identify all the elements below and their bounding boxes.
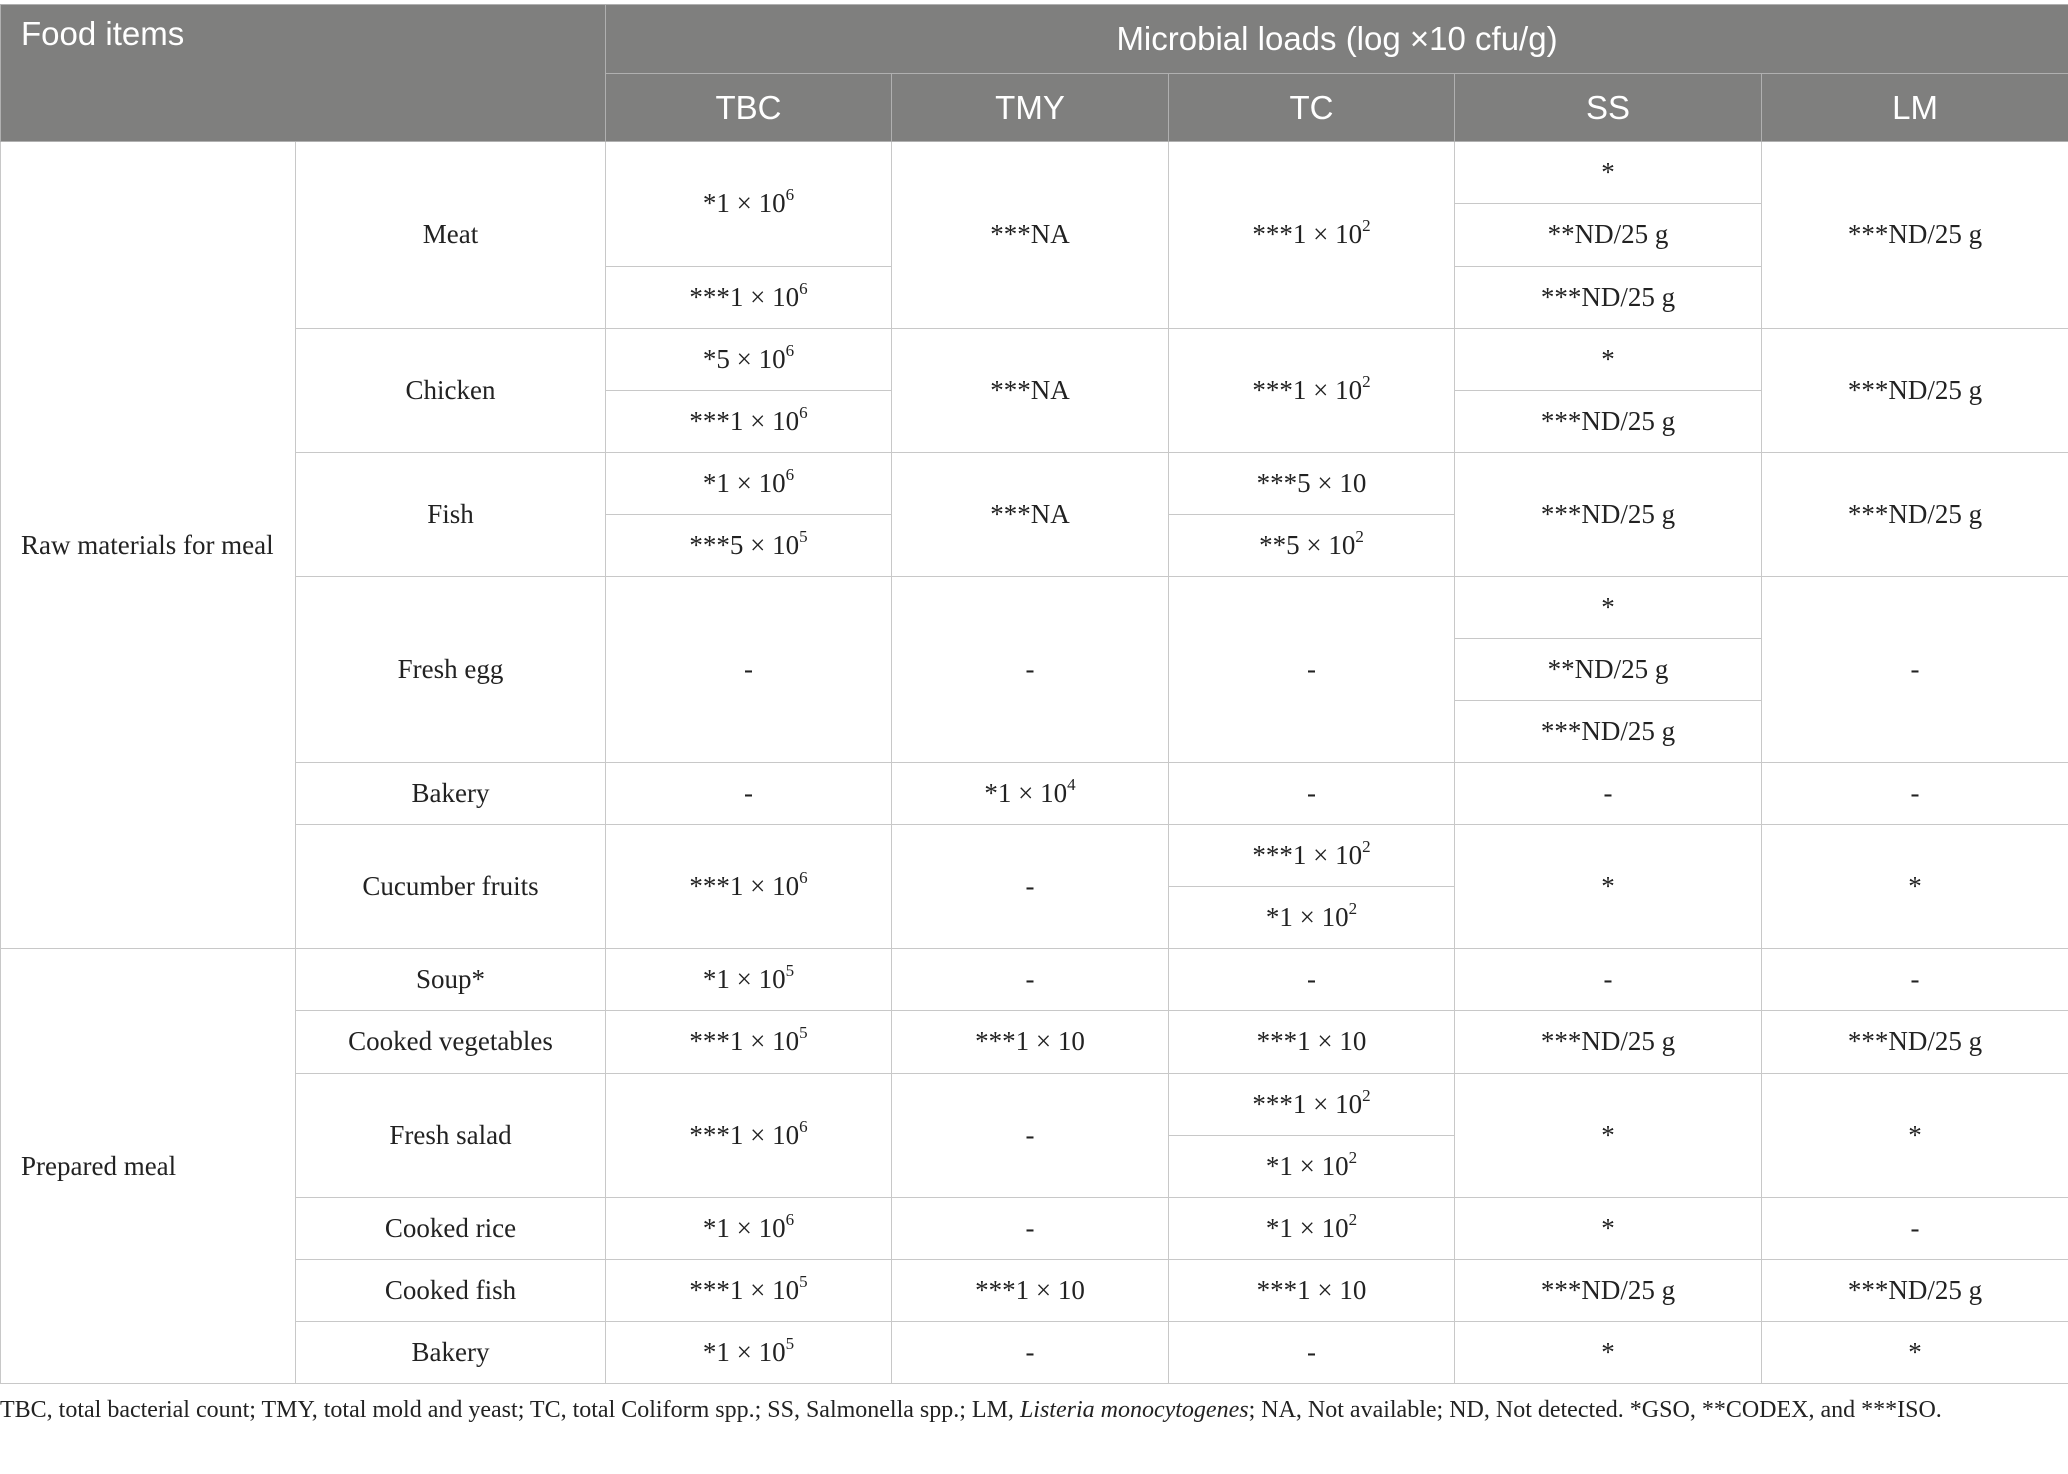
cell-soup-tmy: - <box>892 949 1169 1011</box>
cell-cucumber-lm: * <box>1762 825 2068 949</box>
group-prepared-meal: Prepared meal <box>1 949 296 1384</box>
cell-bakery-prep-ss: * <box>1455 1321 1762 1383</box>
row-label-fresh-egg: Fresh egg <box>296 576 606 762</box>
cell-bakery-prep-tc: - <box>1169 1321 1455 1383</box>
cell-chicken-tc: $***1 \times 10^2$ <box>1169 328 1455 452</box>
table-row <box>1 1073 2068 1135</box>
row-label-fresh-salad: Fresh salad <box>296 1073 606 1197</box>
footnote-text-2: ; NA, Not available; ND, Not detected. *GSO, **CODEX, and ***ISO. <box>1248 1397 1942 1423</box>
cell-meat-tbc-1: $*1 \times 10^6$ <box>606 142 892 266</box>
row-label-chicken: Chicken <box>296 328 606 452</box>
cell-fish-ss: ***ND/25 g <box>1455 452 1762 576</box>
header-microbial-loads: Microbial loads (log ×10 cfu/g) <box>606 5 2068 74</box>
row-label-cooked-fish: Cooked fish <box>296 1259 606 1321</box>
cell-meat-ss-3: ***ND/25 g <box>1455 266 1762 328</box>
cell-bakery-prep-lm: * <box>1762 1321 2068 1383</box>
table-row <box>1 328 2068 390</box>
header-tc: TC <box>1169 73 1455 142</box>
cell-cucumber-tbc: $***1 \times 10^6$ <box>606 825 892 949</box>
cell-bakery-raw-ss: - <box>1455 763 1762 825</box>
row-label-soup: Soup* <box>296 949 606 1011</box>
table-row <box>1 825 2068 887</box>
cell-salad-tc-2: $*1 \times 10^2$ <box>1169 1135 1455 1197</box>
cell-cooked-veg-tbc: $***1 \times 10^5$ <box>606 1011 892 1073</box>
cell-salad-tmy: - <box>892 1073 1169 1197</box>
cell-chicken-ss-2: ***ND/25 g <box>1455 390 1762 452</box>
cell-egg-tc: - <box>1169 576 1455 762</box>
table-row <box>1 763 2068 825</box>
cell-cooked-fish-ss: ***ND/25 g <box>1455 1259 1762 1321</box>
cell-fish-tbc-1: $*1 \times 10^6$ <box>606 452 892 514</box>
cell-soup-ss: - <box>1455 949 1762 1011</box>
row-label-cooked-vegetables: Cooked vegetables <box>296 1011 606 1073</box>
cell-rice-tmy: - <box>892 1197 1169 1259</box>
cell-bakery-prep-tbc: $*1 \times 10^5$ <box>606 1321 892 1383</box>
header-tbc: TBC <box>606 73 892 142</box>
header-food-items: Food items <box>1 5 606 142</box>
cell-cooked-fish-tmy: ***1 × 10 <box>892 1259 1169 1321</box>
cell-cucumber-tc-2: $*1 \times 10^2$ <box>1169 887 1455 949</box>
cell-meat-tbc-2: $***1 \times 10^6$ <box>606 266 892 328</box>
table-row <box>1 1259 2068 1321</box>
table-row <box>1 1321 2068 1383</box>
cell-cooked-veg-tc: ***1 × 10 <box>1169 1011 1455 1073</box>
cell-cooked-fish-tbc: $***1 \times 10^5$ <box>606 1259 892 1321</box>
table-row <box>1 1197 2068 1259</box>
cell-cooked-veg-lm: ***ND/25 g <box>1762 1011 2068 1073</box>
cell-chicken-tbc-2: $***1 \times 10^6$ <box>606 390 892 452</box>
cell-fish-tmy: ***NA <box>892 452 1169 576</box>
cell-bakery-raw-tc: - <box>1169 763 1455 825</box>
row-label-bakery-prepared: Bakery <box>296 1321 606 1383</box>
header-tmy: TMY <box>892 73 1169 142</box>
cell-salad-tbc: $***1 \times 10^6$ <box>606 1073 892 1197</box>
cell-cooked-fish-lm: ***ND/25 g <box>1762 1259 2068 1321</box>
cell-meat-tc: $***1 \times 10^2$ <box>1169 142 1455 328</box>
cell-bakery-prep-tmy: - <box>892 1321 1169 1383</box>
cell-fish-tc-1: ***5 × 10 <box>1169 452 1455 514</box>
table-row <box>1 1011 2068 1073</box>
cell-fish-tbc-2: $***5 \times 10^5$ <box>606 514 892 576</box>
header-ss: SS <box>1455 73 1762 142</box>
cell-egg-tmy: - <box>892 576 1169 762</box>
row-label-cooked-rice: Cooked rice <box>296 1197 606 1259</box>
cell-cucumber-ss: * <box>1455 825 1762 949</box>
footnote-text-1: TBC, total bacterial count; TMY, total mold and yeast; TC, total Coliform spp.; SS, Salmonella spp.; LM, <box>0 1397 1020 1423</box>
cell-soup-tbc: $*1 \times 10^5$ <box>606 949 892 1011</box>
cell-fish-lm: ***ND/25 g <box>1762 452 2068 576</box>
table-row <box>1 949 2068 1011</box>
table-row <box>1 576 2068 638</box>
cell-chicken-tbc-1: $*5 \times 10^6$ <box>606 328 892 390</box>
group-raw-materials: Raw materials for meal <box>1 142 296 949</box>
cell-egg-ss-2: **ND/25 g <box>1455 638 1762 700</box>
cell-cooked-fish-tc: ***1 × 10 <box>1169 1259 1455 1321</box>
footnote-species: Listeria monocytogenes <box>1019 1397 1249 1423</box>
cell-salad-lm: * <box>1762 1073 2068 1197</box>
cell-meat-lm: ***ND/25 g <box>1762 142 2068 328</box>
cell-chicken-ss-1: * <box>1455 328 1762 390</box>
cell-cucumber-tc-1: $***1 \times 10^2$ <box>1169 825 1455 887</box>
cell-cooked-veg-ss: ***ND/25 g <box>1455 1011 1762 1073</box>
table-footnote <box>0 1392 2050 1429</box>
cell-meat-ss-2: **ND/25 g <box>1455 204 1762 266</box>
row-label-cucumber: Cucumber fruits <box>296 825 606 949</box>
row-label-bakery-raw: Bakery <box>296 763 606 825</box>
table-row <box>1 142 2068 204</box>
row-label-fish: Fish <box>296 452 606 576</box>
cell-chicken-lm: ***ND/25 g <box>1762 328 2068 452</box>
cell-rice-lm: - <box>1762 1197 2068 1259</box>
cell-fish-tc-2: $**5 \times 10^2$ <box>1169 514 1455 576</box>
cell-soup-tc: - <box>1169 949 1455 1011</box>
cell-rice-ss: * <box>1455 1197 1762 1259</box>
cell-egg-lm: - <box>1762 576 2068 762</box>
cell-cooked-veg-tmy: ***1 × 10 <box>892 1011 1169 1073</box>
cell-bakery-raw-tbc: - <box>606 763 892 825</box>
table-row <box>1 452 2068 514</box>
cell-salad-tc-1: $***1 \times 10^2$ <box>1169 1073 1455 1135</box>
cell-meat-tmy: ***NA <box>892 142 1169 328</box>
cell-bakery-raw-lm: - <box>1762 763 2068 825</box>
cell-rice-tc: $*1 \times 10^2$ <box>1169 1197 1455 1259</box>
cell-cucumber-tmy: - <box>892 825 1169 949</box>
cell-salad-ss: * <box>1455 1073 1762 1197</box>
cell-soup-lm: - <box>1762 949 2068 1011</box>
row-label-meat: Meat <box>296 142 606 328</box>
cell-bakery-raw-tmy: $*1 \times 10^4$ <box>892 763 1169 825</box>
cell-rice-tbc: $*1 \times 10^6$ <box>606 1197 892 1259</box>
cell-egg-tbc: - <box>606 576 892 762</box>
cell-egg-ss-3: ***ND/25 g <box>1455 701 1762 763</box>
cell-egg-ss-1: * <box>1455 576 1762 638</box>
header-lm: LM <box>1762 73 2068 142</box>
cell-chicken-tmy: ***NA <box>892 328 1169 452</box>
cell-meat-ss-1: * <box>1455 142 1762 204</box>
microbial-loads-table <box>0 4 2068 1384</box>
